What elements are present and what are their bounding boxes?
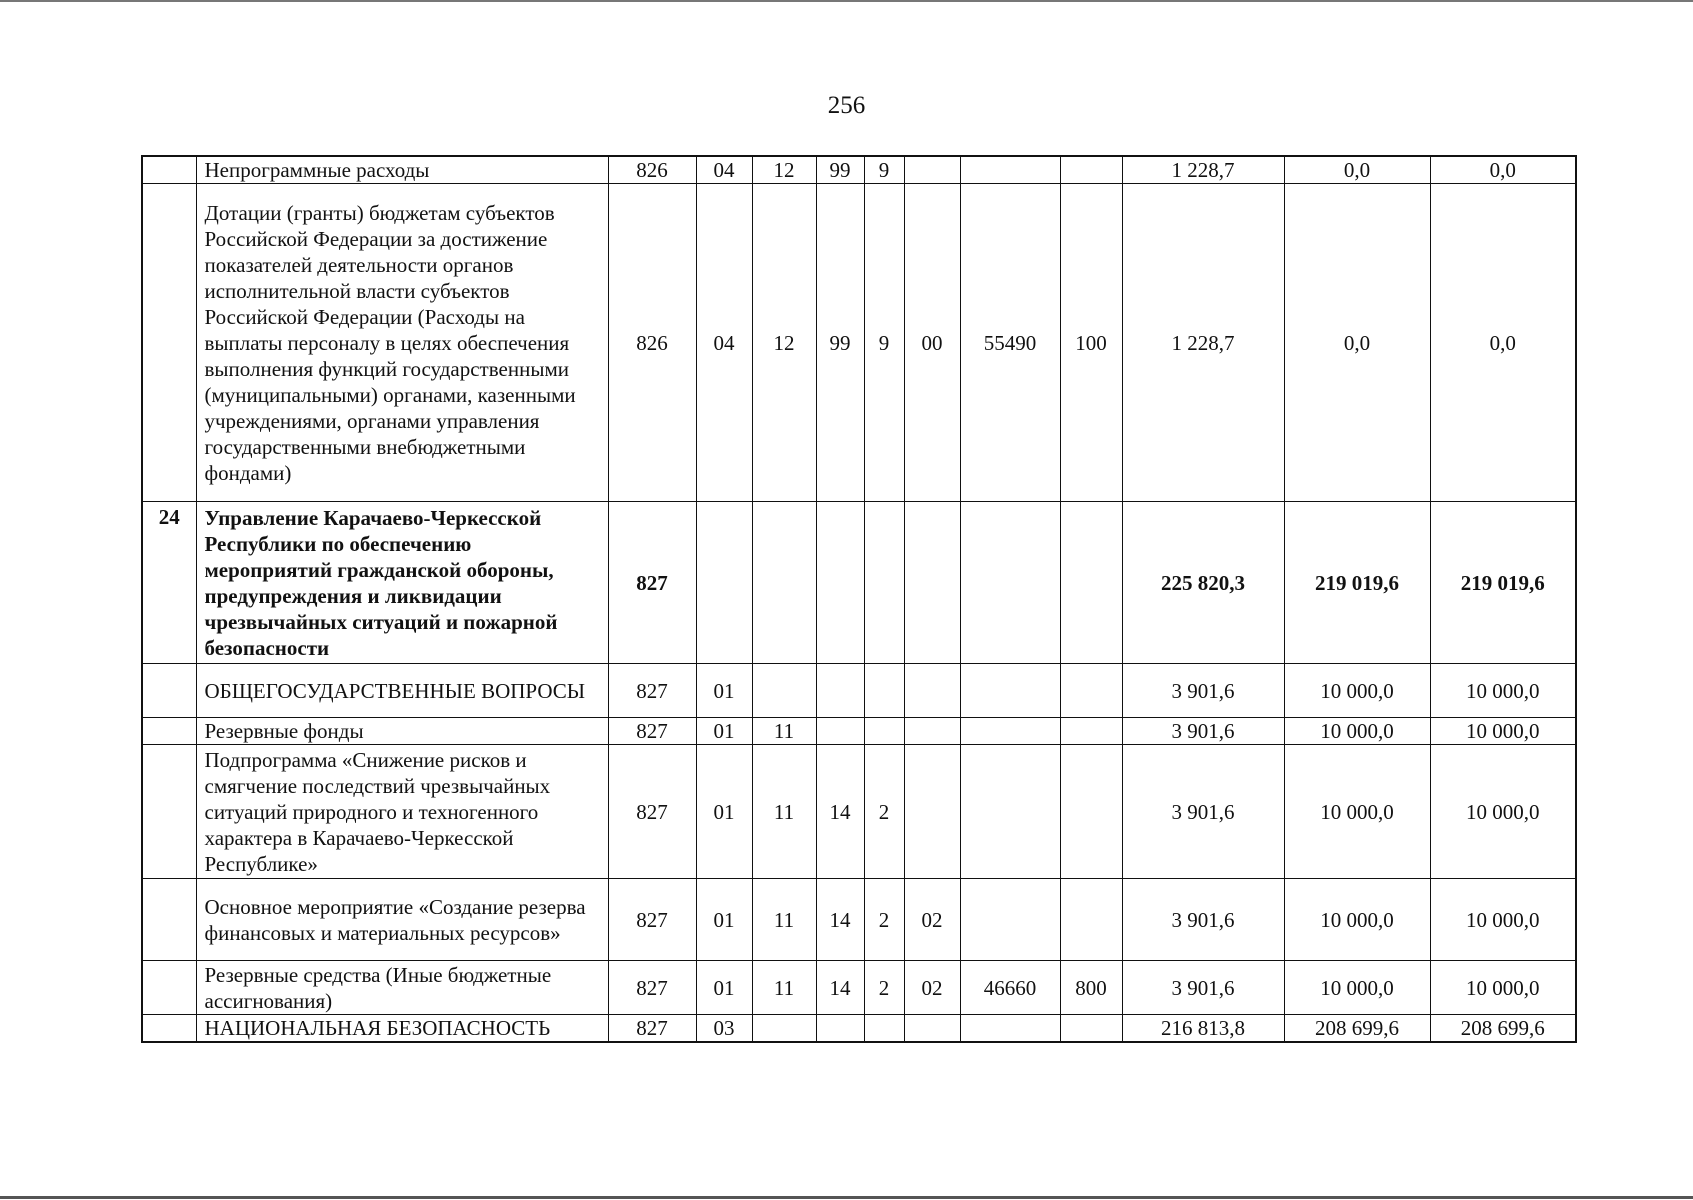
row-number	[142, 718, 196, 745]
budget-table	[141, 155, 1577, 1043]
code-section: 01	[696, 879, 752, 961]
code-direction	[960, 1015, 1060, 1043]
amount-year-2: 10 000,0	[1284, 961, 1430, 1015]
amount-year-1: 216 813,8	[1122, 1015, 1284, 1043]
code-subprogram: 2	[864, 745, 904, 879]
amount-year-1: 3 901,6	[1122, 745, 1284, 879]
code-section: 01	[696, 961, 752, 1015]
code-direction	[960, 502, 1060, 664]
amount-year-3: 208 699,6	[1430, 1015, 1576, 1043]
code-expense-type: 800	[1060, 961, 1122, 1015]
code-direction: 46660	[960, 961, 1060, 1015]
code-event: 02	[904, 961, 960, 1015]
code-subsection: 11	[752, 879, 816, 961]
code-expense-type	[1060, 664, 1122, 718]
scan-edge-top	[0, 0, 1693, 2]
code-ministry: 826	[608, 184, 696, 502]
amount-year-2: 10 000,0	[1284, 664, 1430, 718]
code-event	[904, 1015, 960, 1043]
code-section: 03	[696, 1015, 752, 1043]
code-program	[816, 1015, 864, 1043]
amount-year-3: 0,0	[1430, 156, 1576, 184]
code-event	[904, 745, 960, 879]
code-direction	[960, 156, 1060, 184]
row-name: НАЦИОНАЛЬНАЯ БЕЗОПАСНОСТЬ	[196, 1015, 608, 1043]
code-subsection	[752, 502, 816, 664]
table-row	[142, 664, 1576, 718]
row-name: ОБЩЕГОСУДАРСТВЕННЫЕ ВОПРОСЫ	[196, 664, 608, 718]
amount-year-2: 10 000,0	[1284, 718, 1430, 745]
code-program	[816, 664, 864, 718]
code-direction	[960, 745, 1060, 879]
table-row	[142, 502, 1576, 664]
row-name: Основное мероприятие «Создание резерва финансовых и материальных ресурсов»	[196, 879, 608, 961]
code-subprogram: 9	[864, 156, 904, 184]
code-ministry: 827	[608, 961, 696, 1015]
code-ministry: 827	[608, 718, 696, 745]
code-event: 00	[904, 184, 960, 502]
amount-year-1: 3 901,6	[1122, 664, 1284, 718]
row-number	[142, 745, 196, 879]
code-expense-type	[1060, 745, 1122, 879]
code-event	[904, 664, 960, 718]
page-number: 256	[827, 92, 866, 119]
code-program	[816, 502, 864, 664]
amount-year-3: 10 000,0	[1430, 718, 1576, 745]
code-direction: 55490	[960, 184, 1060, 502]
code-section: 04	[696, 156, 752, 184]
code-subprogram	[864, 664, 904, 718]
row-name: Подпрограмма «Снижение рисков и смягчение последствий чрезвычайных ситуаций природного и техногенного характера в Карачаево-Черкесской Республике»	[196, 745, 608, 879]
code-subsection	[752, 1015, 816, 1043]
code-subprogram	[864, 718, 904, 745]
amount-year-2: 0,0	[1284, 156, 1430, 184]
code-section: 01	[696, 745, 752, 879]
code-ministry: 827	[608, 879, 696, 961]
amount-year-1: 1 228,7	[1122, 156, 1284, 184]
code-subprogram	[864, 502, 904, 664]
code-ministry: 827	[608, 502, 696, 664]
code-ministry: 827	[608, 664, 696, 718]
code-program: 99	[816, 156, 864, 184]
code-program: 14	[816, 961, 864, 1015]
code-program: 14	[816, 745, 864, 879]
code-subsection: 11	[752, 961, 816, 1015]
code-subsection	[752, 664, 816, 718]
table-row	[142, 156, 1576, 184]
amount-year-2: 219 019,6	[1284, 502, 1430, 664]
amount-year-2: 10 000,0	[1284, 879, 1430, 961]
code-subsection: 11	[752, 718, 816, 745]
table-row	[142, 184, 1576, 502]
code-section: 01	[696, 718, 752, 745]
code-subprogram: 2	[864, 879, 904, 961]
table-row	[142, 879, 1576, 961]
code-ministry: 827	[608, 745, 696, 879]
row-number: 24	[142, 502, 196, 664]
code-ministry: 826	[608, 156, 696, 184]
code-event: 02	[904, 879, 960, 961]
code-expense-type: 100	[1060, 184, 1122, 502]
amount-year-1: 3 901,6	[1122, 879, 1284, 961]
code-subsection: 12	[752, 156, 816, 184]
row-name: Дотации (гранты) бюджетам субъектов Российской Федерации за достижение показателей деятельности органов исполнительной власти субъектов Российской Федерации (Расходы на выплаты персоналу в целях обеспечения выполнения функций государственными (муниципальными) органами, казенными учреждениями, органами управления государственными внебюджетными фондами)	[196, 184, 608, 502]
code-section: 04	[696, 184, 752, 502]
row-number	[142, 961, 196, 1015]
code-subprogram: 2	[864, 961, 904, 1015]
amount-year-2: 0,0	[1284, 184, 1430, 502]
table-row	[142, 745, 1576, 879]
code-subsection: 12	[752, 184, 816, 502]
amount-year-2: 208 699,6	[1284, 1015, 1430, 1043]
row-name: Резервные средства (Иные бюджетные ассигнования)	[196, 961, 608, 1015]
scan-edge-bottom	[0, 1196, 1693, 1199]
code-program: 14	[816, 879, 864, 961]
row-number	[142, 184, 196, 502]
code-program	[816, 718, 864, 745]
amount-year-3: 10 000,0	[1430, 961, 1576, 1015]
row-number	[142, 1015, 196, 1043]
row-number	[142, 664, 196, 718]
amount-year-1: 225 820,3	[1122, 502, 1284, 664]
amount-year-3: 10 000,0	[1430, 745, 1576, 879]
code-direction	[960, 879, 1060, 961]
code-expense-type	[1060, 502, 1122, 664]
code-event	[904, 502, 960, 664]
code-subprogram	[864, 1015, 904, 1043]
row-name: Управление Карачаево-Черкесской Республики по обеспечению мероприятий гражданской обороны, предупреждения и ликвидации чрезвычайных ситуаций и пожарной безопасности	[196, 502, 608, 664]
row-number	[142, 156, 196, 184]
amount-year-1: 3 901,6	[1122, 718, 1284, 745]
code-ministry: 827	[608, 1015, 696, 1043]
code-section: 01	[696, 664, 752, 718]
code-direction	[960, 664, 1060, 718]
table-row	[142, 961, 1576, 1015]
amount-year-2: 10 000,0	[1284, 745, 1430, 879]
code-expense-type	[1060, 879, 1122, 961]
code-event	[904, 156, 960, 184]
code-program: 99	[816, 184, 864, 502]
amount-year-1: 1 228,7	[1122, 184, 1284, 502]
code-subsection: 11	[752, 745, 816, 879]
code-direction	[960, 718, 1060, 745]
table-row	[142, 1015, 1576, 1043]
code-subprogram: 9	[864, 184, 904, 502]
code-section	[696, 502, 752, 664]
amount-year-3: 219 019,6	[1430, 502, 1576, 664]
table-row	[142, 718, 1576, 745]
amount-year-3: 0,0	[1430, 184, 1576, 502]
code-expense-type	[1060, 718, 1122, 745]
row-number	[142, 879, 196, 961]
amount-year-3: 10 000,0	[1430, 879, 1576, 961]
code-event	[904, 718, 960, 745]
code-expense-type	[1060, 1015, 1122, 1043]
row-name: Непрограммные расходы	[196, 156, 608, 184]
amount-year-1: 3 901,6	[1122, 961, 1284, 1015]
amount-year-3: 10 000,0	[1430, 664, 1576, 718]
row-name: Резервные фонды	[196, 718, 608, 745]
code-expense-type	[1060, 156, 1122, 184]
